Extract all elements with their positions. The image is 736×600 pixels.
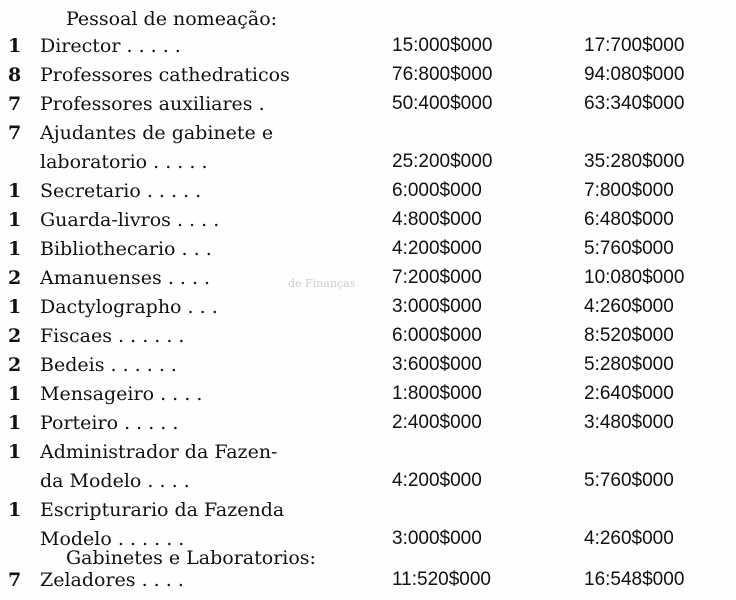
row-value-1: 4:800$000 bbox=[392, 209, 482, 230]
row-value-1: 25:200$000 bbox=[392, 151, 493, 172]
row-count: 8 bbox=[8, 64, 22, 86]
table-row bbox=[0, 324, 736, 348]
row-label: Ajudantes de gabinete e bbox=[40, 122, 274, 144]
table-row bbox=[0, 353, 736, 377]
row-value-2: 10:080$000 bbox=[584, 267, 685, 288]
table-row bbox=[0, 411, 736, 435]
table-row bbox=[0, 237, 736, 261]
row-value-2: 4:260$000 bbox=[584, 528, 674, 549]
faint-stamp-text: de Finanças bbox=[288, 277, 356, 290]
row-count: 7 bbox=[8, 569, 22, 591]
row-count: 2 bbox=[8, 267, 22, 289]
row-count: 2 bbox=[8, 354, 22, 376]
row-value-2: 5:280$000 bbox=[584, 354, 674, 375]
row-value-2: 5:760$000 bbox=[584, 470, 674, 491]
row-count: 1 bbox=[8, 180, 22, 202]
table-row bbox=[0, 208, 736, 232]
row-label: Porteiro . . . . . bbox=[40, 412, 179, 434]
table-row bbox=[0, 63, 736, 87]
row-value-2: 3:480$000 bbox=[584, 412, 674, 433]
table-row bbox=[0, 440, 736, 464]
row-value-1: 11:520$000 bbox=[392, 569, 491, 590]
row-value-1: 50:400$000 bbox=[392, 93, 493, 114]
row-label: laboratorio . . . . . bbox=[40, 151, 208, 173]
table-row bbox=[0, 150, 736, 174]
row-label: Amanuenses . . . . bbox=[40, 267, 211, 289]
row-count: 1 bbox=[8, 209, 22, 231]
row-label: Professores auxiliares . bbox=[40, 93, 265, 115]
row-label: Mensageiro . . . . bbox=[40, 383, 203, 405]
row-label: Secretario . . . . . bbox=[40, 180, 202, 202]
row-count: 1 bbox=[8, 441, 22, 463]
row-label: Modelo . . . . . . bbox=[40, 528, 185, 550]
row-label: Bedeis . . . . . . bbox=[40, 354, 177, 376]
table-row bbox=[0, 498, 736, 522]
table-row bbox=[0, 266, 736, 290]
table-row bbox=[0, 568, 736, 592]
row-value-1: 3:600$000 bbox=[392, 354, 482, 375]
row-label: Fiscaes . . . . . . bbox=[40, 325, 185, 347]
row-value-2: 17:700$000 bbox=[584, 35, 685, 56]
row-label: Dactylographo . . . bbox=[40, 296, 218, 318]
row-label: Professores cathedraticos bbox=[40, 64, 290, 86]
section-heading-pessoal: Pessoal de nomeação: bbox=[66, 8, 278, 30]
row-count: 1 bbox=[8, 499, 22, 521]
table-row bbox=[0, 295, 736, 319]
row-label: Director . . . . . bbox=[40, 35, 181, 57]
row-count: 2 bbox=[8, 325, 22, 347]
row-count: 1 bbox=[8, 296, 22, 318]
row-value-1: 4:200$000 bbox=[392, 238, 482, 259]
row-value-2: 5:760$000 bbox=[584, 238, 674, 259]
row-value-2: 4:260$000 bbox=[584, 296, 674, 317]
row-value-2: 8:520$000 bbox=[584, 325, 674, 346]
table-row bbox=[0, 92, 736, 116]
row-value-2: 94:080$000 bbox=[584, 64, 685, 85]
table-row bbox=[0, 382, 736, 406]
row-value-1: 1:800$000 bbox=[392, 383, 482, 404]
row-value-1: 3:000$000 bbox=[392, 528, 482, 549]
row-value-1: 7:200$000 bbox=[392, 267, 482, 288]
row-count: 1 bbox=[8, 383, 22, 405]
section-heading-gabinetes: Gabinetes e Laboratorios: bbox=[66, 547, 316, 569]
row-count: 1 bbox=[8, 412, 22, 434]
row-value-2: 63:340$000 bbox=[584, 93, 685, 114]
row-value-1: 6:000$000 bbox=[392, 325, 482, 346]
row-value-2: 16:548$000 bbox=[584, 569, 685, 590]
row-label: Bibliothecario . . . bbox=[40, 238, 212, 260]
row-count: 1 bbox=[8, 238, 22, 260]
row-label: Guarda-livros . . . . bbox=[40, 209, 220, 231]
row-value-1: 2:400$000 bbox=[392, 412, 482, 433]
table-row bbox=[0, 179, 736, 203]
row-label: da Modelo . . . . bbox=[40, 470, 190, 492]
table-row bbox=[0, 121, 736, 145]
row-value-2: 2:640$000 bbox=[584, 383, 674, 404]
table-row bbox=[0, 34, 736, 58]
row-value-2: 35:280$000 bbox=[584, 151, 685, 172]
row-label: Zeladores . . . . bbox=[40, 569, 184, 591]
row-value-1: 4:200$000 bbox=[392, 470, 482, 491]
row-value-1: 76:800$000 bbox=[392, 64, 493, 85]
row-label: Escripturario da Fazenda bbox=[40, 499, 285, 521]
row-value-1: 6:000$000 bbox=[392, 180, 482, 201]
row-count: 7 bbox=[8, 93, 22, 115]
row-label: Administrador da Fazen- bbox=[40, 441, 278, 463]
row-count: 1 bbox=[8, 35, 22, 57]
row-count: 7 bbox=[8, 122, 22, 144]
table-row bbox=[0, 469, 736, 493]
row-value-2: 6:480$000 bbox=[584, 209, 674, 230]
row-value-1: 15:000$000 bbox=[392, 35, 493, 56]
row-value-2: 7:800$000 bbox=[584, 180, 674, 201]
row-value-1: 3:000$000 bbox=[392, 296, 482, 317]
